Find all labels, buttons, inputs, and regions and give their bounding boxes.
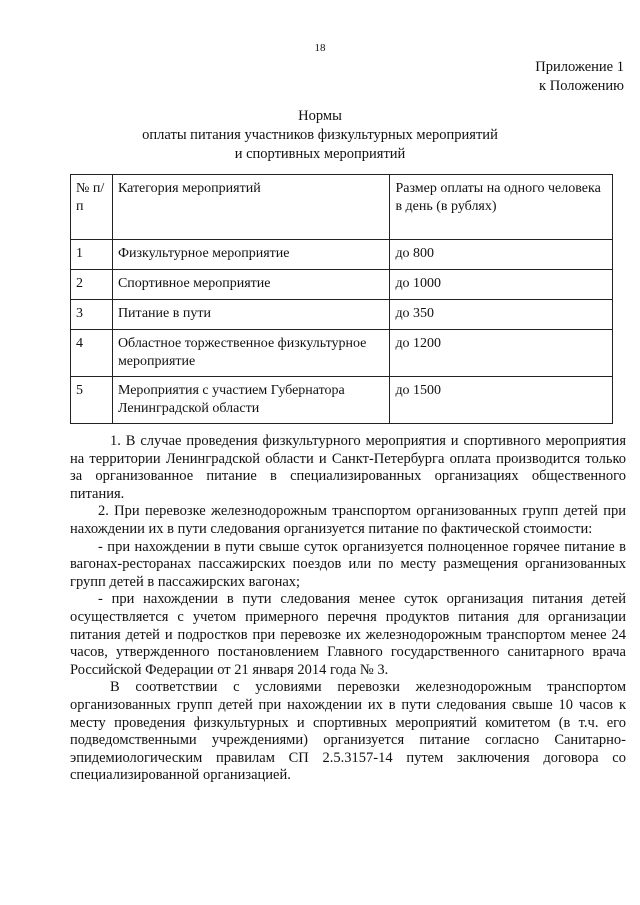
table-row — [71, 300, 613, 330]
paragraph-2: 2. При перевозке железнодорожным транспортом организованных групп детей при нахождении их в пути следования организуется питание по фактической стоимости: — [70, 503, 626, 537]
norms-table — [70, 174, 613, 424]
row-category: Физкультурное мероприятие — [112, 240, 390, 270]
title-line-3: и спортивных мероприятий — [234, 146, 406, 162]
paragraph-3: - при нахождении в пути свыше суток организуется полноценное горячее питание в вагонах-ресторанах пассажирских поездов или по месту размещения организованных групп детей в пассажирских вагонах; — [70, 538, 626, 590]
paragraph-1: 1. В случае проведения физкультурного мероприятия и спортивного мероприятия на территории Ленинградской области и Санкт-Петербурга оплата производится только за организованное питание в специализированных организациях общественного питания. — [70, 433, 626, 502]
title-line-2: оплаты питания участников физкультурных мероприятий — [142, 127, 498, 143]
title-line-1: Нормы — [298, 108, 342, 124]
appendix-line-2: к Положению — [539, 78, 624, 94]
header-amount: Размер оплаты на одного человека в день (в рублях) — [390, 175, 613, 240]
table-row — [71, 270, 613, 300]
row-num: 4 — [71, 330, 113, 377]
table-row — [71, 240, 613, 270]
appendix-line-1: Приложение 1 — [535, 59, 624, 75]
page-number: 18 — [314, 42, 326, 54]
header-category: Категория мероприятий — [112, 175, 390, 240]
appendix-reference — [535, 58, 624, 96]
document-title — [0, 107, 640, 164]
paragraph-5: В соответствии с условиями перевозки железнодорожным транспортом организованных групп детей при нахождении их в пути следования свыше 10 часов к месту проведения физкультурных и спортивных мероприятий комитетом (в т.ч. его подведомственными учреждениями) организуется питание согласно Санитарно-эпидемиологическим правилам СП 2.5.3157-14 путем заключения договора со специализированной организацией. — [70, 679, 626, 784]
row-category: Питание в пути — [112, 300, 390, 330]
row-category: Спортивное мероприятие — [112, 270, 390, 300]
row-num: 5 — [71, 377, 113, 424]
row-amount: до 800 — [390, 240, 613, 270]
body-text — [70, 433, 626, 785]
row-amount: до 1200 — [390, 330, 613, 377]
row-category: Областное торжественное физкультурное мероприятие — [112, 330, 390, 377]
row-amount: до 350 — [390, 300, 613, 330]
paragraph-4: - при нахождении в пути следования менее суток организация питания детей осуществляется с учетом примерного перечня продуктов питания для организации питания детей и подростков при перевозке их железнодорожным транспортом менее 24 часов, утвержденного постановлением Главного государственного санитарного врача Российской Федерации от 21 января 2014 года № 3. — [70, 591, 626, 678]
row-num: 2 — [71, 270, 113, 300]
row-num: 3 — [71, 300, 113, 330]
table-header-row — [71, 175, 613, 240]
row-amount: до 1000 — [390, 270, 613, 300]
table-row — [71, 330, 613, 377]
table-row — [71, 377, 613, 424]
row-amount: до 1500 — [390, 377, 613, 424]
header-num: № п/п — [71, 175, 113, 240]
row-category: Мероприятия с участием Губернатора Ленинградской области — [112, 377, 390, 424]
row-num: 1 — [71, 240, 113, 270]
